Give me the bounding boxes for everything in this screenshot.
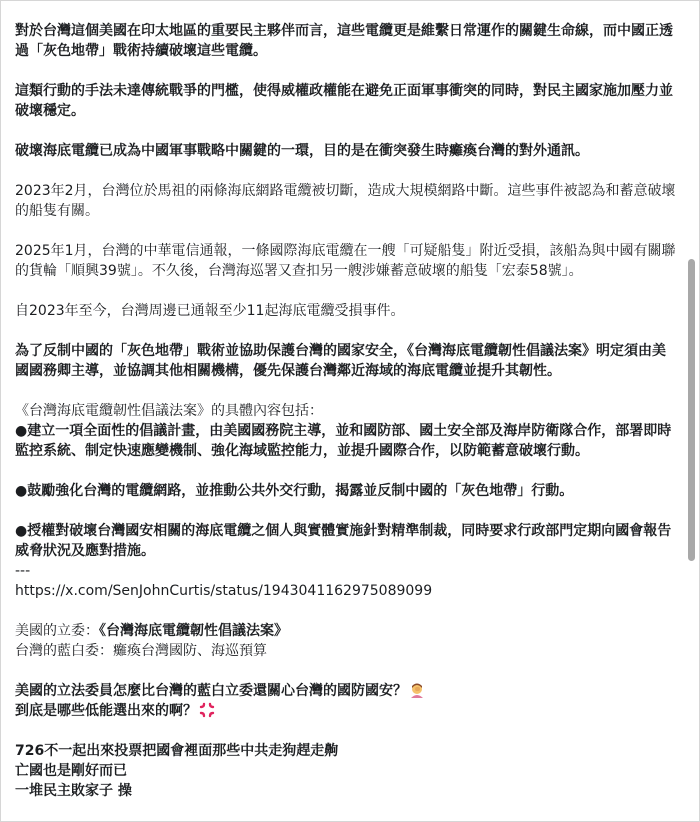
paragraph-1: 對於台灣這個美國在印太地區的重要民主夥伴而言，這些電纜更是維繫日常運作的關鍵生命線，而中國正透過「灰色地帶」戰術持續破壞這些電纜。 — [15, 23, 673, 59]
paragraph-2: 這類行動的手法未達傳統戰爭的門檻，使得威權政權能在避免正面軍事衝突的同時，對民主國家施加壓力並破壞穩定。 — [15, 83, 673, 119]
paragraph-6: 自2023年至今，台灣周邊已通報至少11起海底電纜受損事件。 — [15, 303, 405, 319]
bullet-1: ●建立一項全面性的倡議計畫，由美國國務院主導，並和國防部、國土安全部及海岸防衛隊合作，部署即時監控系統、制定快速應變機制、強化海域監控能力，並提升國際合作，以防範蓄意破壞行動。 — [15, 423, 672, 459]
closing-line-1: 726不一起出來投票把國會裡面那些中共走狗趕走齁 — [15, 743, 339, 759]
bullet-3: ●授權對破壞台灣國安相關的海底電纜之個人與實體實施針對精準制裁，同時要求行政部門定期向國會報告威脅狀況及應對措施。 — [15, 523, 672, 559]
bullet-2: ●鼓勵強化台灣的電纜網路，並推動公共外交行動，揭露並反制中國的「灰色地帶」行動。 — [15, 483, 574, 499]
question-1-text: 美國的立法委員怎麼比台灣的藍白立委還關心台灣的國防國安？ — [15, 683, 407, 699]
closing-line-2: 亡國也是剛好而已 — [15, 763, 127, 779]
us-label: 美國的立委： — [15, 623, 99, 639]
tw-legislator-line: 台灣的藍白委：癱瘓台灣國防、海巡預算 — [15, 643, 267, 659]
source-link[interactable]: https://x.com/SenJohnCurtis/status/1943041162975089099 — [15, 583, 433, 599]
paragraph-3: 破壞海底電纜已成為中國軍事戰略中關鍵的一環，目的是在衝突發生時癱瘓台灣的對外通訊。 — [15, 143, 589, 159]
scrollbar-thumb[interactable] — [688, 259, 695, 561]
paragraph-7: 為了反制中國的「灰色地帶」戰術並協助保護台灣的國家安全，《台灣海底電纜韌性倡議法案》明定須由美國國務卿主導，並協調其他相關機構，優先保護台灣鄰近海域的海底電纜並提升其韌性。 — [15, 343, 666, 379]
post-body — [15, 21, 679, 801]
anger-symbol-icon — [199, 702, 215, 718]
scrollbar[interactable] — [688, 1, 696, 821]
paragraph-8-intro: 《台灣海底電纜韌性倡議法案》的具體內容包括： — [15, 403, 323, 419]
question-1 — [15, 681, 679, 701]
us-legislator-line — [15, 621, 679, 641]
separator: --- — [15, 563, 31, 579]
question-2-text: 到底是哪些低能選出來的啊？ — [15, 703, 197, 719]
us-bill-name: 《台灣海底電纜韌性倡議法案》 — [99, 623, 288, 639]
paragraph-5: 2025年1月，台灣的中華電信通報，一條國際海底電纜在一艘「可疑船隻」附近受損，該船為與中國有關聯的貨輪「順興39號」。不久後，台灣海巡署又查扣另一艘涉嫌蓄意破壞的船隻「宏泰58號」。 — [15, 243, 676, 279]
question-2 — [15, 701, 679, 721]
person-facepalming-icon — [409, 682, 425, 698]
paragraph-4: 2023年2月，台灣位於馬祖的兩條海底網路電纜被切斷，造成大規模網路中斷。這些事件被認為和蓄意破壞的船隻有關。 — [15, 183, 676, 219]
closing-line-3: 一堆民主敗家子 操 — [15, 783, 132, 799]
